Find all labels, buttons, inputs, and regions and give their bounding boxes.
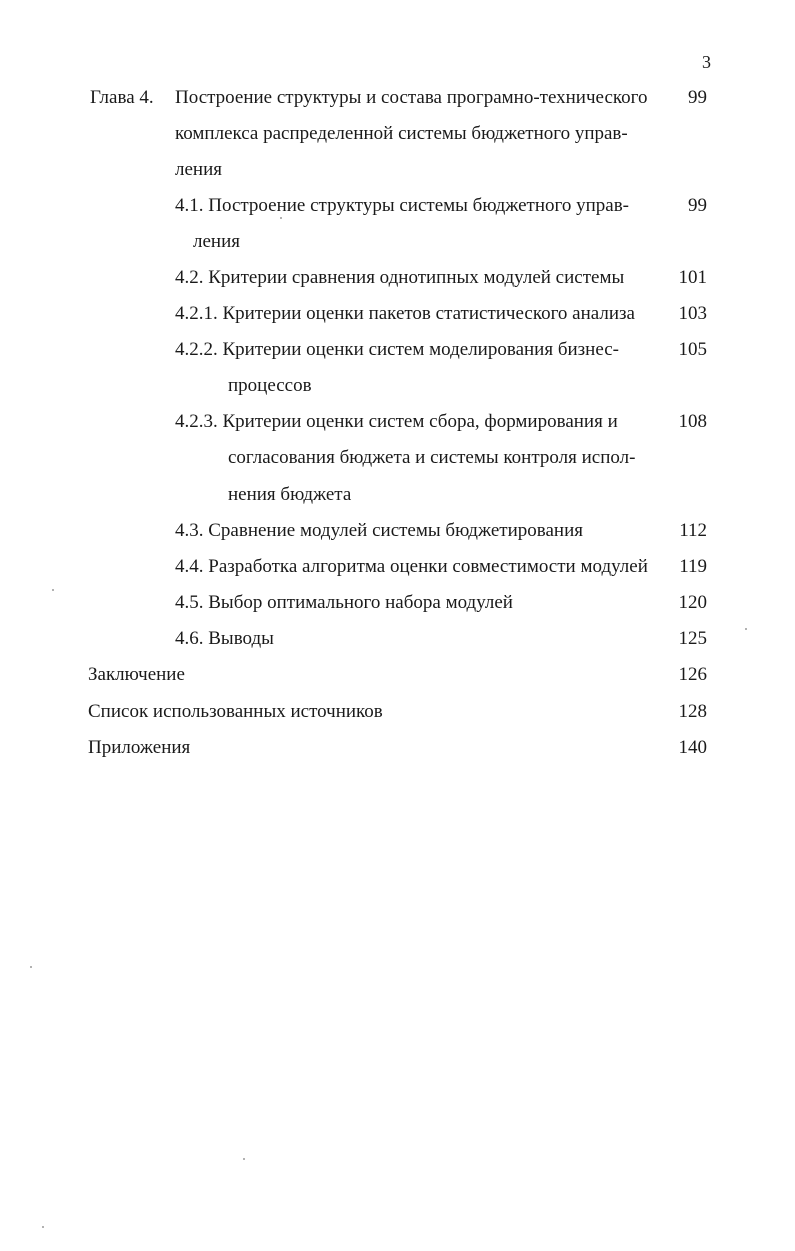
toc-entry-line: 4.5. Выбор оптимального набора модулей: [175, 592, 513, 613]
toc-entry-page: 103: [678, 303, 707, 324]
toc-entry-line: ления: [193, 231, 240, 252]
toc-conclusion: Заключение: [88, 664, 185, 685]
chapter-page: 99: [688, 87, 707, 108]
chapter-title-line: Построение структуры и состава програмно-технического: [175, 87, 648, 108]
scan-speck: [280, 217, 282, 219]
toc-entry-page: 108: [678, 411, 707, 432]
chapter-title-line: комплекса распределенной системы бюджетного управ-: [175, 123, 628, 144]
toc-entry-line: 4.3. Сравнение модулей системы бюджетирования: [175, 520, 583, 541]
toc-entry-line: 4.4. Разработка алгоритма оценки совместимости модулей: [175, 556, 648, 577]
scan-speck: [745, 628, 747, 630]
toc-entry-line: 4.6. Выводы: [175, 628, 274, 649]
scan-speck: [243, 1158, 245, 1160]
toc-entry-page: 128: [678, 701, 707, 722]
page-number: 3: [702, 52, 711, 72]
scan-speck: [42, 1226, 44, 1228]
toc-entry-page: 99: [688, 195, 707, 216]
toc-entry-line: нения бюджета: [228, 484, 352, 505]
toc-entry-page: 126: [678, 664, 707, 685]
toc-entry-page: 119: [679, 556, 707, 577]
toc-entry-line: 4.2.2. Критерии оценки систем моделирования бизнес-: [175, 339, 620, 360]
toc-entry-line: 4.1. Построение структуры системы бюджетного управ-: [175, 195, 629, 216]
scan-speck: [52, 589, 54, 591]
scan-speck: [30, 966, 32, 968]
toc-entry-line: 4.2.1. Критерии оценки пакетов статистического анализа: [175, 303, 635, 324]
toc-entry-line: процессов: [228, 375, 312, 396]
toc-entry-line: согласования бюджета и системы контроля испол-: [228, 447, 636, 468]
toc-entry-line: 4.2. Критерии сравнения однотипных модулей системы: [175, 267, 625, 288]
toc-entry-page: 112: [679, 520, 707, 541]
toc-entry-page: 105: [678, 339, 707, 360]
toc-references: Список использованных источников: [88, 701, 383, 722]
toc-entry-line: 4.2.3. Критерии оценки систем сбора, формирования и: [175, 411, 618, 432]
toc-appendices: Приложения: [88, 737, 191, 758]
chapter-label: Глава 4.: [90, 87, 154, 108]
toc-entry-page: 101: [678, 267, 707, 288]
toc-entry-page: 120: [678, 592, 707, 613]
toc-entry-page: 125: [678, 628, 707, 649]
chapter-title-line: ления: [175, 159, 222, 180]
toc-entry-page: 140: [678, 737, 707, 758]
